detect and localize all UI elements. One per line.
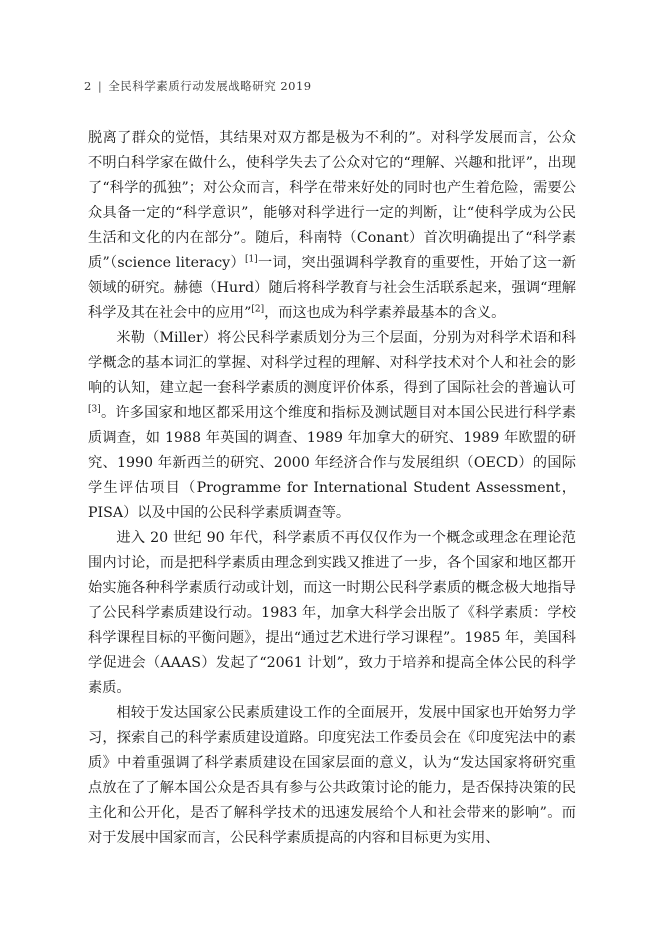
text-run: 进入 20 世纪 90 年代，科学素质不再仅仅作为一个概念或理念在理论范围内讨论，而是把科学素质由理念到实践又推进了一步，各个国家和地区都开始实施各种科学素质行动或计划，而这一时期公民科学素质的概念极大地指导了公民科学素质建设行动。1983 年，加拿大科学会出版了《科学素质：学校科学课程目标的平衡问题》，提出“通过艺术进行学习课程”。1985 年，美国科学促进会（AAAS）发起了“2061 计划”，致力于培养和提高全体公民的科学素质。 bbox=[88, 530, 576, 696]
body-text bbox=[88, 126, 576, 851]
paragraph bbox=[88, 126, 576, 326]
citation-ref: [3] bbox=[88, 404, 101, 415]
header-separator: | bbox=[97, 79, 103, 93]
paragraph bbox=[88, 326, 576, 526]
text-run: 脱离了群众的觉悟，其结果对双方都是极为不利的”。对科学发展而言，公众不明白科学家在做什么，使科学失去了公众对它的“理解、兴趣和批评”，出现了“科学的孤独”；对公众而言，科学在带来好处的同时也产生着危险，需要公众具备一定的“科学意识”，能够对科学进行一定的判断，让“使科学成为公民生活和文化的内在部分”。随后，科南特（Conant）首次明确提出了“科学素质”（science literacy） bbox=[88, 130, 576, 271]
text-run: ，而这也成为科学素养最基本的含义。 bbox=[264, 305, 506, 321]
text-run: 米勒（Miller）将公民科学素质划分为三个层面，分别为对科学术语和科学概念的基本词汇的掌握、对科学过程的理解、对科学技术对个人和社会的影响的认知，建立起一套科学素质的测度评价体系，得到了国际社会的普遍认可 bbox=[88, 330, 576, 396]
book-title: 全民科学素质行动发展战略研究 2019 bbox=[108, 79, 312, 93]
text-run: 相较于发达国家公民素质建设工作的全面展开，发展中国家也开始努力学习，探索自己的科学素质建设道路。印度宪法工作委员会在《印度宪法中的素质》中着重强调了科学素质建设在国家层面的意义，认为“发达国家将研究重点放在了了解本国公众是否具有参与公共政策讨论的能力，是否保持决策的民主化和公开化，是否了解科学技术的迅速发展给个人和社会带来的影响”。而对于发展中国家而言，公民科学素质提高的内容和目标更为实用、 bbox=[88, 705, 576, 846]
citation-ref: [2] bbox=[251, 304, 265, 315]
page-number: 2 bbox=[84, 79, 92, 93]
citation-ref: [1] bbox=[244, 254, 258, 265]
text-run: 。许多国家和地区都采用这个维度和指标及测试题目对本国公民进行科学素质调查，如 1988 年英国的调查、1989 年加拿大的研究、1989 年欧盟的研究、1990 年新西兰的研究、2000 年经济合作与发展组织（OECD）的国际学生评估项目（Programme for International Student Assessment，PISA）以及中国的公民科学素质调查等。 bbox=[88, 405, 576, 521]
text-run: 一词，突出强调科学教育的重要性，开始了这一新领域的研究。赫德（Hurd）随后将科学教育与社会生活联系起来，强调“理解科学及其在社会中的应用” bbox=[88, 255, 576, 321]
running-header bbox=[84, 78, 312, 94]
paragraph bbox=[88, 701, 576, 851]
paragraph bbox=[88, 526, 576, 701]
